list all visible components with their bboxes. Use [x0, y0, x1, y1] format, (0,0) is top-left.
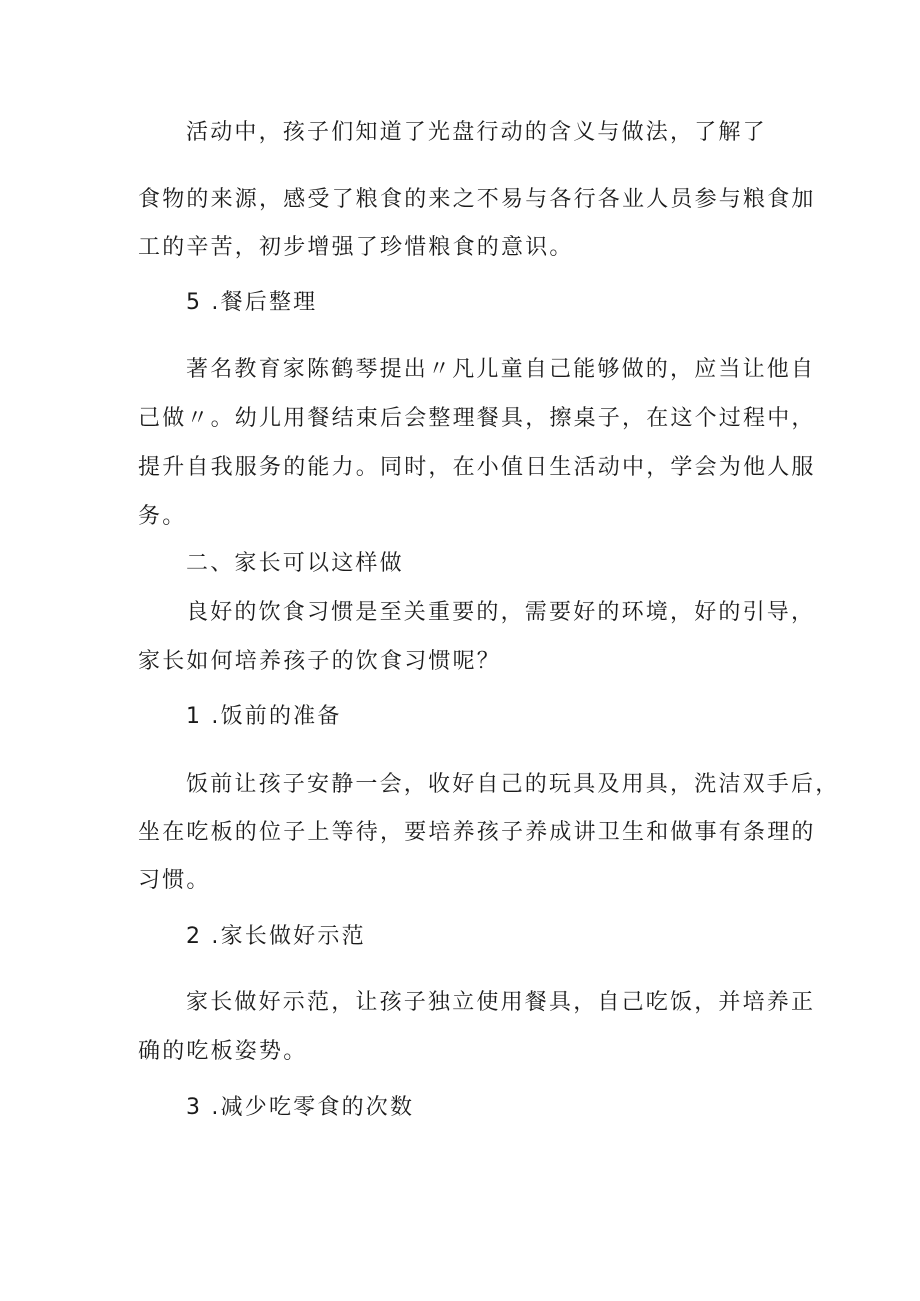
text-line: 坐在吃板的位子上等待，要培养孩子养成讲卫生和做事有条理的: [138, 820, 816, 845]
section-heading: 1 .饭前的准备: [186, 704, 342, 729]
text-line: 务。: [138, 504, 187, 529]
text-line: 习惯。: [138, 868, 211, 893]
text-line: 著名教育家陈鹤琴提出〃凡儿童自己能够做的，应当让他自: [186, 357, 816, 382]
text-line: 饭前让孩子安静一会，收好自己的玩具及用具，洗洁双手后，: [186, 772, 840, 797]
text-line: 家长做好示范，让孩子独立使用餐具，自己吃饭，并培养正: [186, 990, 816, 1015]
text-line: 确的吃板姿势。: [138, 1039, 308, 1064]
text-line: 活动中，孩子们知道了光盘行动的含义与做法，了解了: [186, 120, 767, 145]
text-line: 己做〃。幼儿用餐结束后会整理餐具，擦桌子，在这个过程中，: [138, 406, 816, 431]
section-heading: 二、家长可以这样做: [186, 551, 404, 576]
text-line: 提升自我服务的能力。同时，在小值日生活动中，学会为他人服: [138, 455, 816, 480]
text-line: 良好的饮食习惯是至关重要的，需要好的环境，好的引导，: [186, 600, 816, 625]
text-line: 家长如何培养孩子的饮食习惯呢？: [138, 649, 502, 674]
section-heading: 5 .餐后整理: [186, 290, 318, 315]
text-line: 工的辛苦，初步增强了珍惜粮食的意识。: [138, 235, 574, 260]
text-line: 食物的来源，感受了粮食的来之不易与各行各业人员参与粮食加: [138, 187, 816, 212]
section-heading: 2 .家长做好示范: [186, 924, 366, 949]
section-heading: 3 .减少吃零食的次数: [186, 1095, 415, 1120]
